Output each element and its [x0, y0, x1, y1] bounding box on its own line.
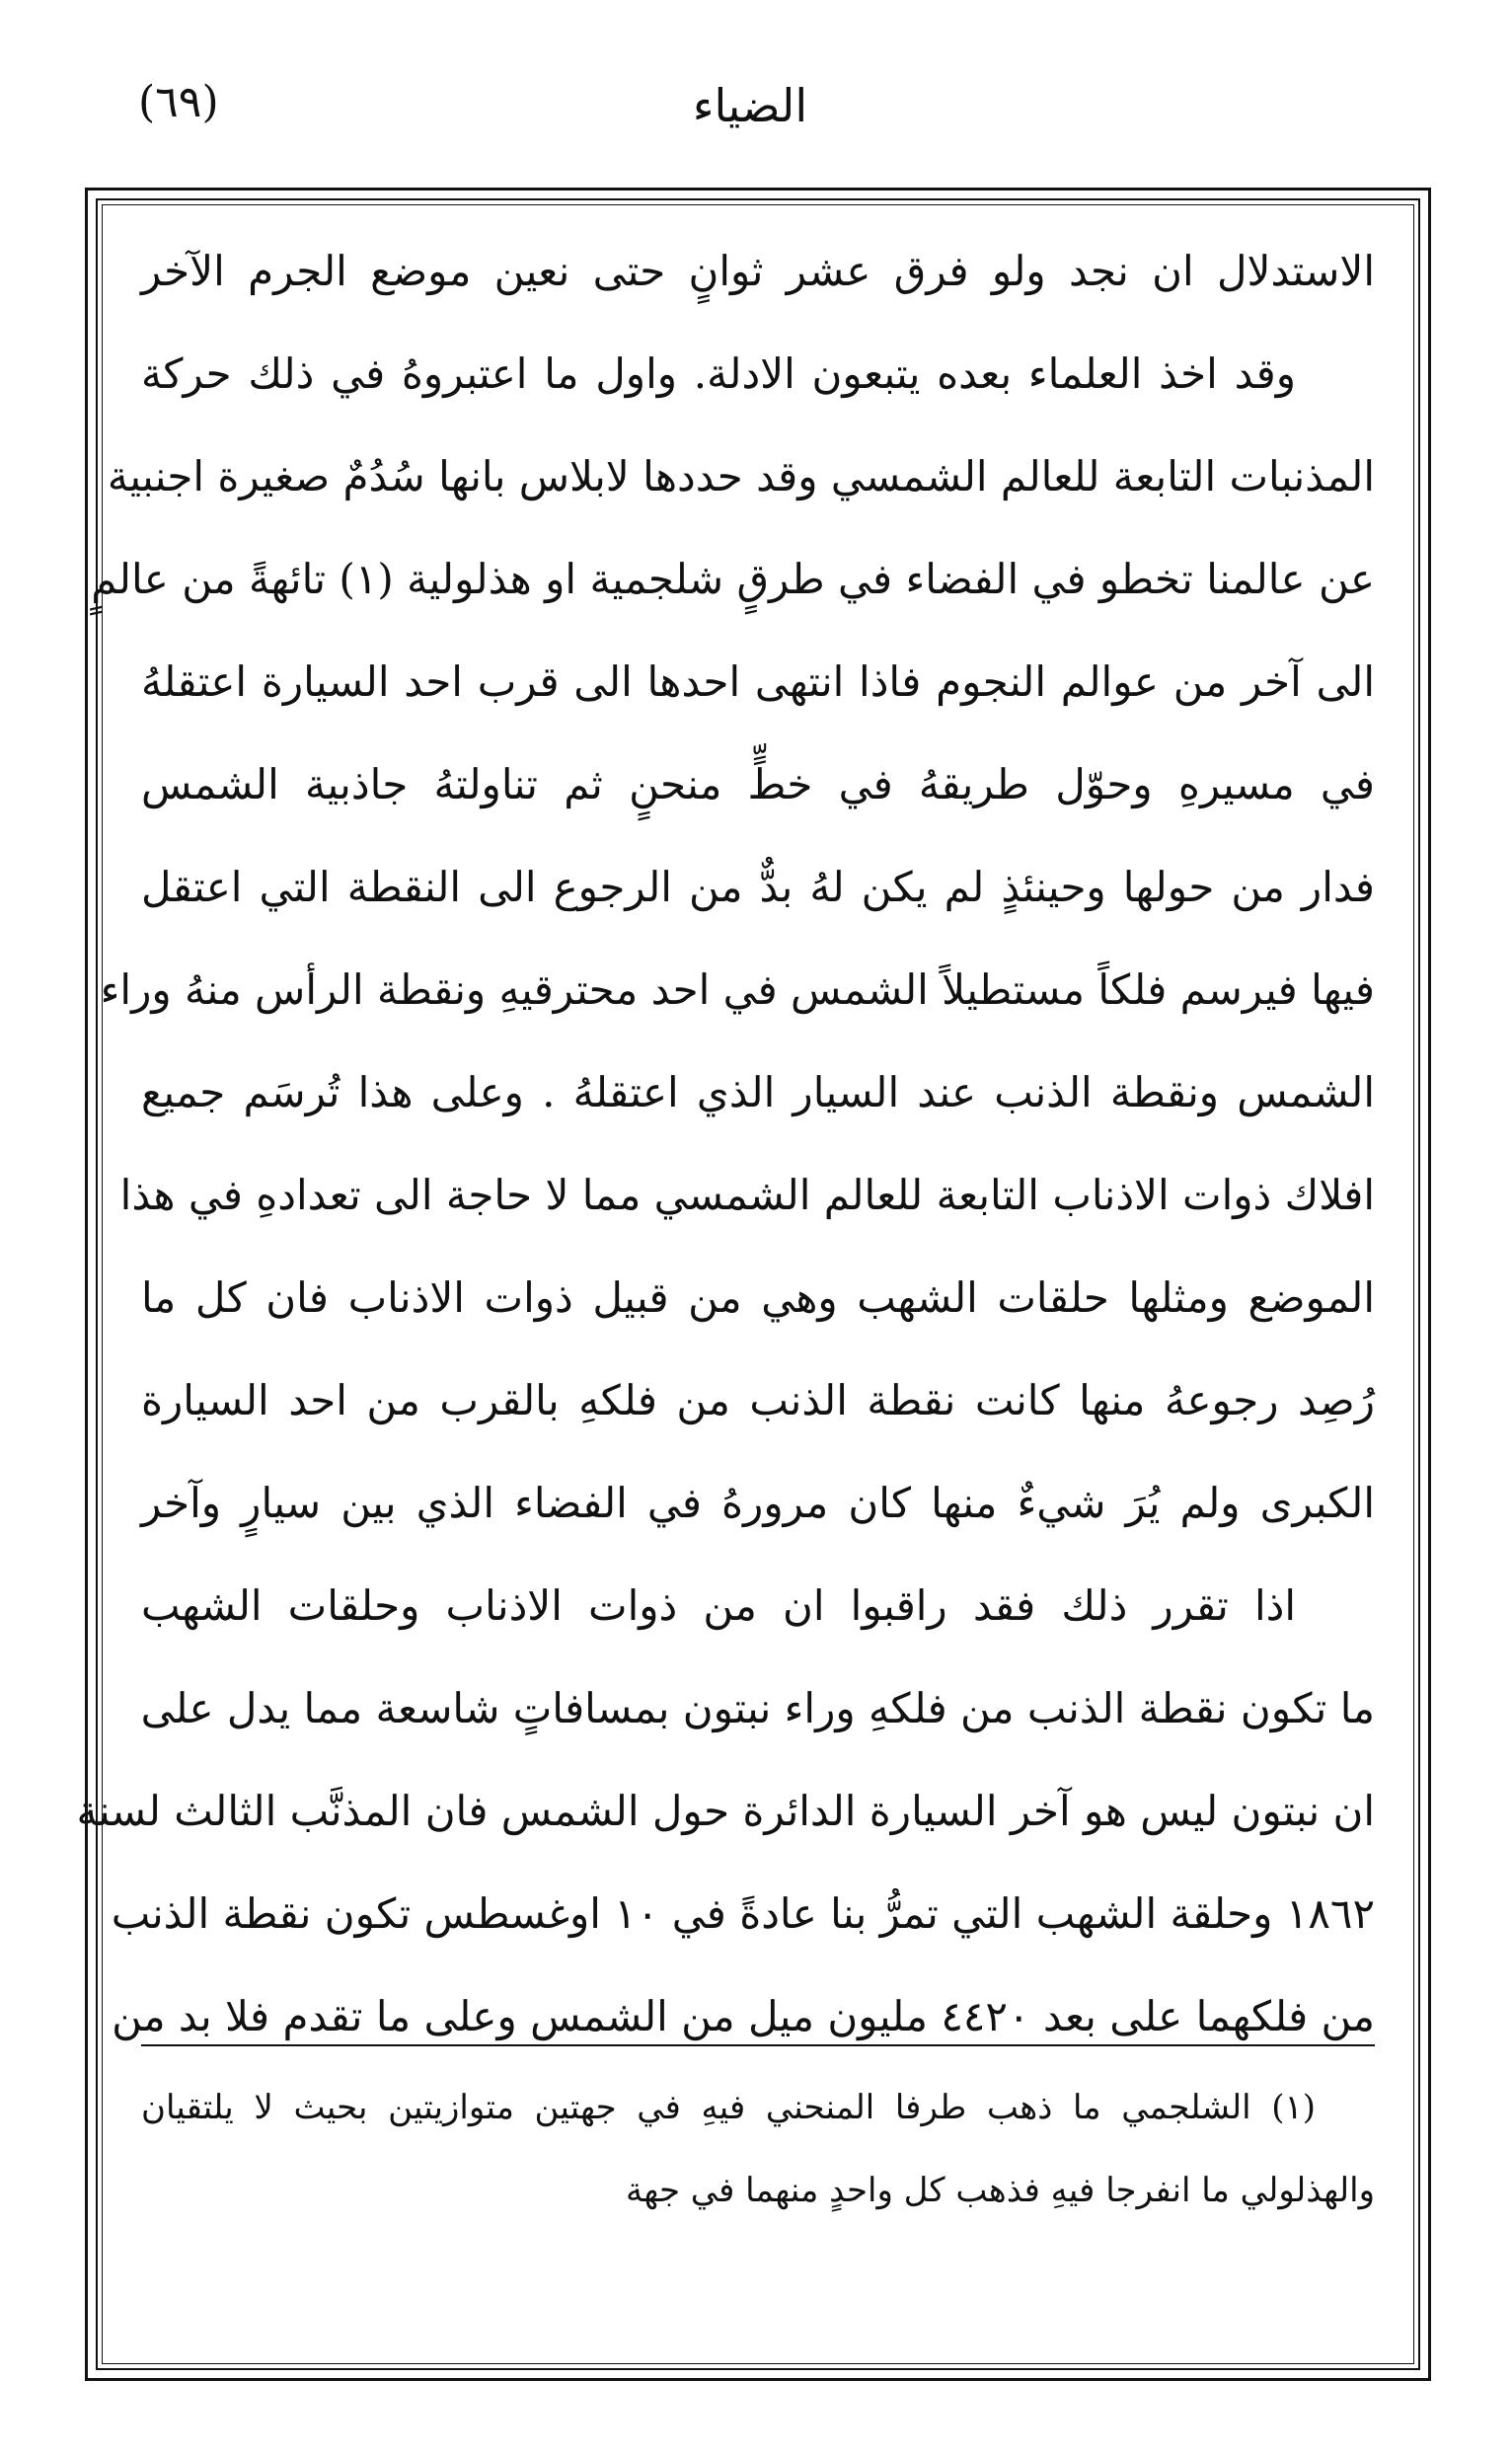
text-frame	[76, 188, 1431, 2381]
text-line: اذا تقرر ذلك فقد راقبوا ان من ذوات الاذناب وحلقات الشهب	[141, 1581, 1296, 1630]
text-line: عن عالمنا تخطو في الفضاء في طرقٍ شلجمية او هذلولية (١) تائهةً من عالمٍ	[91, 555, 1375, 603]
text-line: الاستدلال ان نجد ولو فرق عشر ثوانٍ حتى نعين موضع الجرم الآخر	[141, 247, 1375, 295]
text-line: افلاك ذوات الاذناب التابعة للعالم الشمسي مما لا حاجة الى تعدادهِ في هذا	[119, 1171, 1375, 1219]
footnote	[141, 2066, 1375, 2232]
footnote-divider	[141, 2044, 1375, 2046]
text-line: فيها فيرسم فلكاً مستطيلاً الشمس في احد محترقيهِ ونقطة الرأس منهُ وراء	[100, 965, 1375, 1014]
text-line: فدار من حولها وحينئذٍ لم يكن لهُ بدٌّ من الرجوع الى النقطة التي اعتقل	[141, 863, 1375, 911]
page-header	[79, 69, 1421, 148]
text-line: الشمس ونقطة الذنب عند السيار الذي اعتقلهُ . وعلى هذا تُرسَم جميع	[141, 1068, 1375, 1116]
text-line: الكبرى ولم يُرَ شيءٌ منها كان مرورهُ في الفضاء الذي بين سيارٍ وآخر	[141, 1479, 1375, 1527]
text-line: من فلكهما على بعد ٤٤٢٠ مليون ميل من الشمس وعلى ما تقدم فلا بد من	[112, 1992, 1375, 2040]
text-line: المذنبات التابعة للعالم الشمسي وقد حددها لابلاس بانها سُدُمٌ صغيرة اجنبية	[107, 452, 1375, 500]
text-line: ان نبتون ليس هو آخر السيارة الدائرة حول الشمس فان المذنَّب الثالث لسنة	[76, 1787, 1375, 1835]
footnote-line: (١) الشلجمي ما ذهب طرفا المنحني فيهِ في جهتين متوازيتين بحيث لا يلتقيان	[141, 2088, 1316, 2127]
text-line: الموضع ومثلها حلقات الشهب وهي من قبيل ذوات الاذناب فان كل ما	[141, 1273, 1375, 1322]
text-line: الى آخر من عوالم النجوم فاذا انتهى احدها الى قرب احد السيارة اعتقلهُ	[141, 657, 1375, 706]
text-line: ما تكون نقطة الذنب من فلكهِ وراء نبتون بمسافاتٍ شاسعة مما يدل على	[140, 1684, 1375, 1732]
body-text	[76, 220, 1375, 2068]
text-line: في مسيرهِ وحوّل طريقهُ في خطٍّ منحنٍ ثم تناولتهُ جاذبية الشمس	[141, 760, 1375, 808]
running-title: الضياء	[692, 79, 808, 132]
footnote-line: والهذلولي ما انفرجا فيهِ فذهب كل واحدٍ منهما في جهة	[626, 2171, 1375, 2210]
text-line: وقد اخذ العلماء بعده يتبعون الادلة. واول ما اعتبروهُ في ذلك حركة	[141, 349, 1296, 398]
text-line: رُصِد رجوعهُ منها كانت نقطة الذنب من فلكهِ بالقرب من احد السيارة	[141, 1376, 1375, 1424]
text-line: ١٨٦٢ وحلقة الشهب التي تمرُّ بنا عادةً في ١٠ اوغسطس تكون نقطة الذنب	[111, 1889, 1375, 1938]
page-number: (٦٩)	[138, 77, 219, 127]
